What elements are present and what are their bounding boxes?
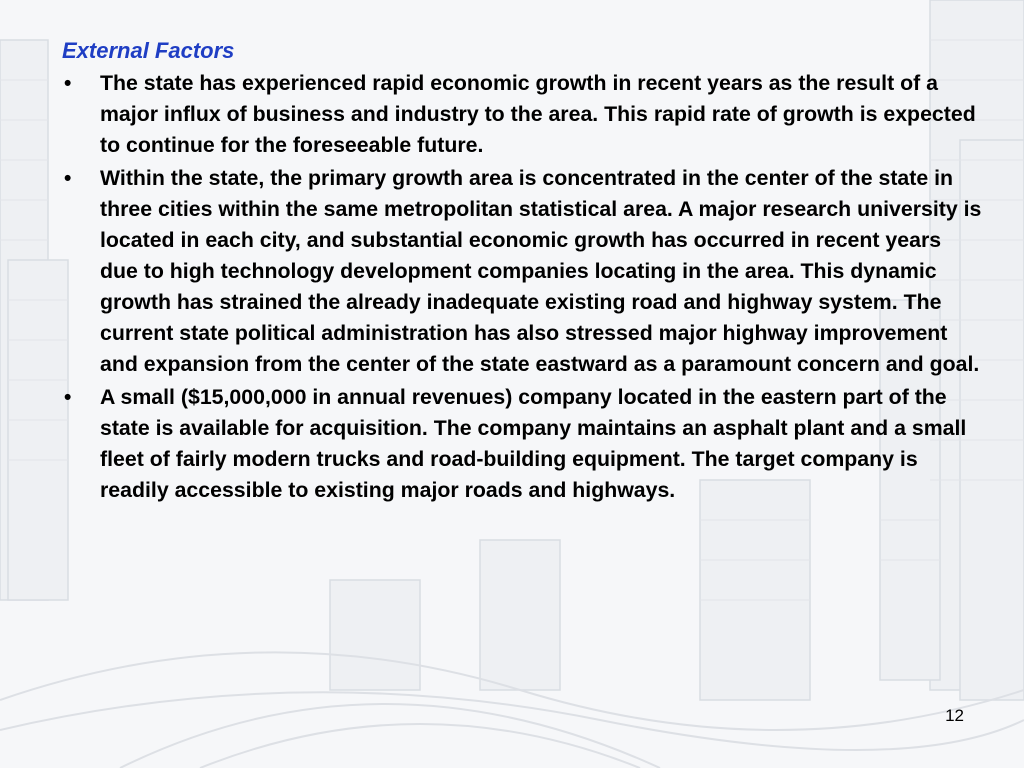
slide-heading: External Factors — [62, 38, 235, 63]
slide-content — [62, 36, 982, 508]
bullet-glyph: • — [64, 386, 72, 409]
bullet-text: The state has experienced rapid economic growth in recent years as the result of a major influx of business and industry to the area. This rapid rate of growth is expected to continue for the foreseeable future. — [100, 71, 976, 157]
list-item — [62, 163, 982, 380]
list-item — [62, 68, 982, 161]
bullet-list — [62, 68, 982, 506]
bullet-glyph: • — [64, 167, 72, 190]
bullet-glyph: • — [64, 72, 72, 95]
bullet-text: Within the state, the primary growth area is concentrated in the center of the state in three cities within the same metropolitan statistical area. A major research university is located in each city, and substantial economic growth has occurred in recent years due to high technology development companies locating in the area. This dynamic growth has strained the already inadequate existing road and highway system. The current state political administration has also stressed major highway improvement and expansion from the center of the state eastward as a paramount concern and goal. — [100, 166, 982, 376]
list-item — [62, 382, 982, 506]
page-number: 12 — [945, 706, 964, 725]
bullet-text: A small ($15,000,000 in annual revenues) company located in the eastern part of the state is available for acquisition. The company maintains an asphalt plant and a small fleet of fairly modern trucks and road-building equipment. The target company is readily accessible to existing major roads and highways. — [100, 385, 967, 502]
